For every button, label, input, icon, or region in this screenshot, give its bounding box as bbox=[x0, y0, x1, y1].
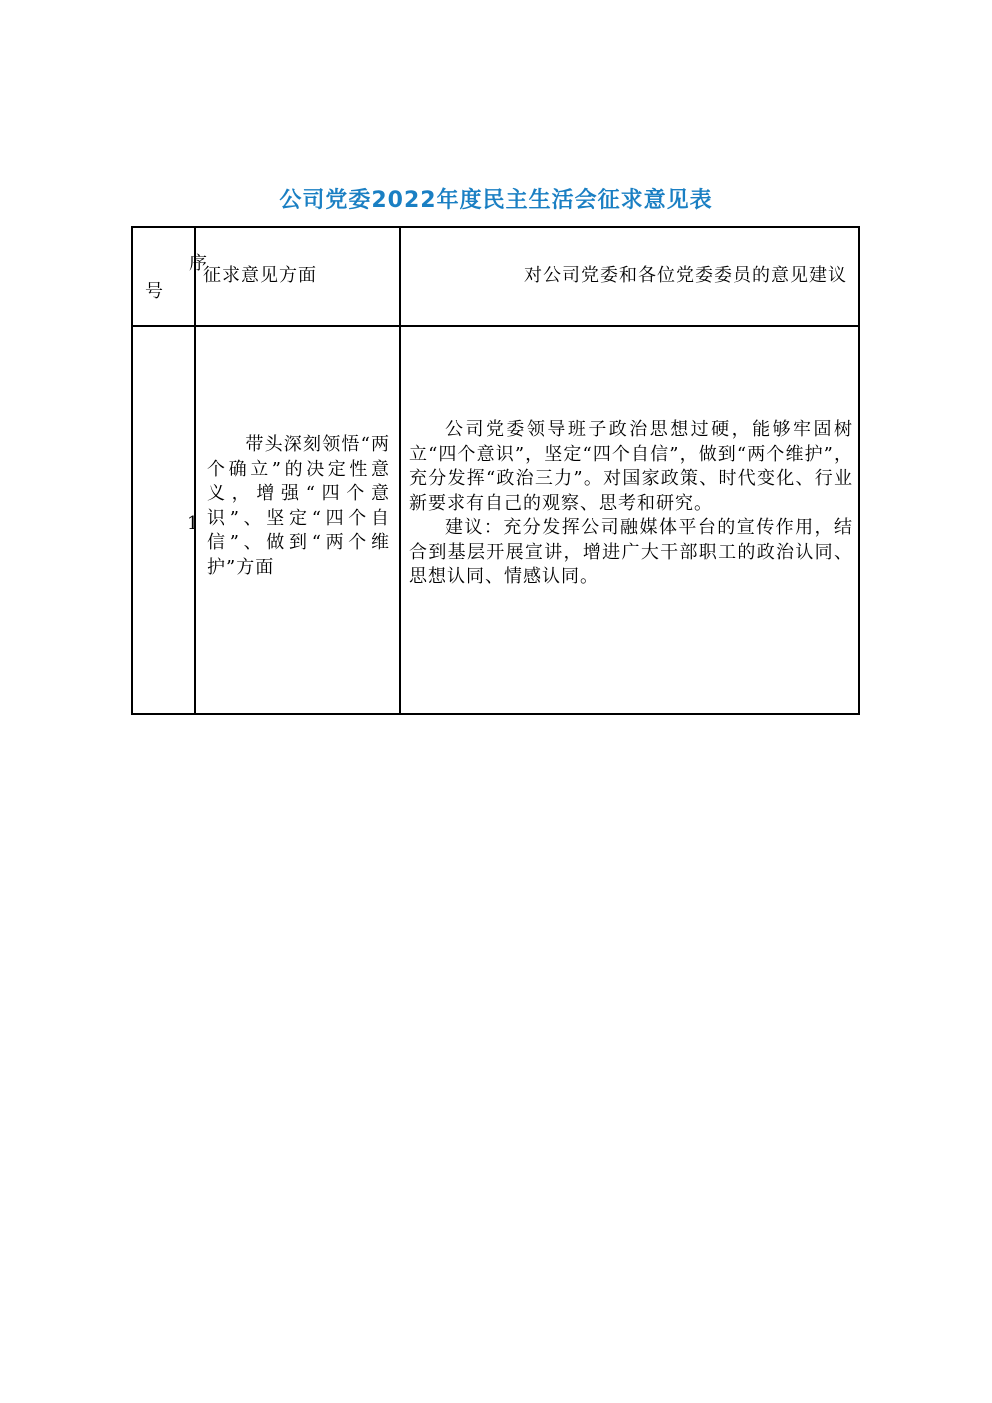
opinion-table bbox=[131, 226, 860, 715]
header-seq-bottom: 号 bbox=[145, 281, 163, 302]
header-opinion: 对公司党委和各位党委委员的意见建议 bbox=[524, 265, 847, 286]
row-opinion bbox=[409, 418, 853, 590]
header-divider bbox=[133, 325, 858, 327]
suggestion-paragraph: 建议：充分发挥公司融媒体平台的宣传作用，结合到基层开展宣讲，增进广大干部职工的政治认同、思想认同、情感认同。 bbox=[409, 517, 853, 587]
row-seq: 1 bbox=[187, 513, 199, 534]
header-seq-top: 序 bbox=[189, 253, 207, 274]
opinion-paragraph: 公司党委领导班子政治思想过硬，能够牢固树立“四个意识”，坚定“四个自信”，做到“两个维护”，充分发挥“政治三力”。对国家政策、时代变化、行业新要求有自己的观察、思考和研究。 bbox=[409, 419, 853, 514]
column-divider bbox=[194, 228, 196, 713]
column-divider bbox=[399, 228, 401, 713]
header-aspect: 征求意见方面 bbox=[203, 265, 317, 286]
row-aspect: 带头深刻领悟“两个确立”的决定性意义，增强“四个意识”、坚定“四个自信”、做到“两个维护”方面 bbox=[207, 434, 390, 578]
page-title: 公司党委2022年度民主生活会征求意见表 bbox=[279, 188, 713, 213]
